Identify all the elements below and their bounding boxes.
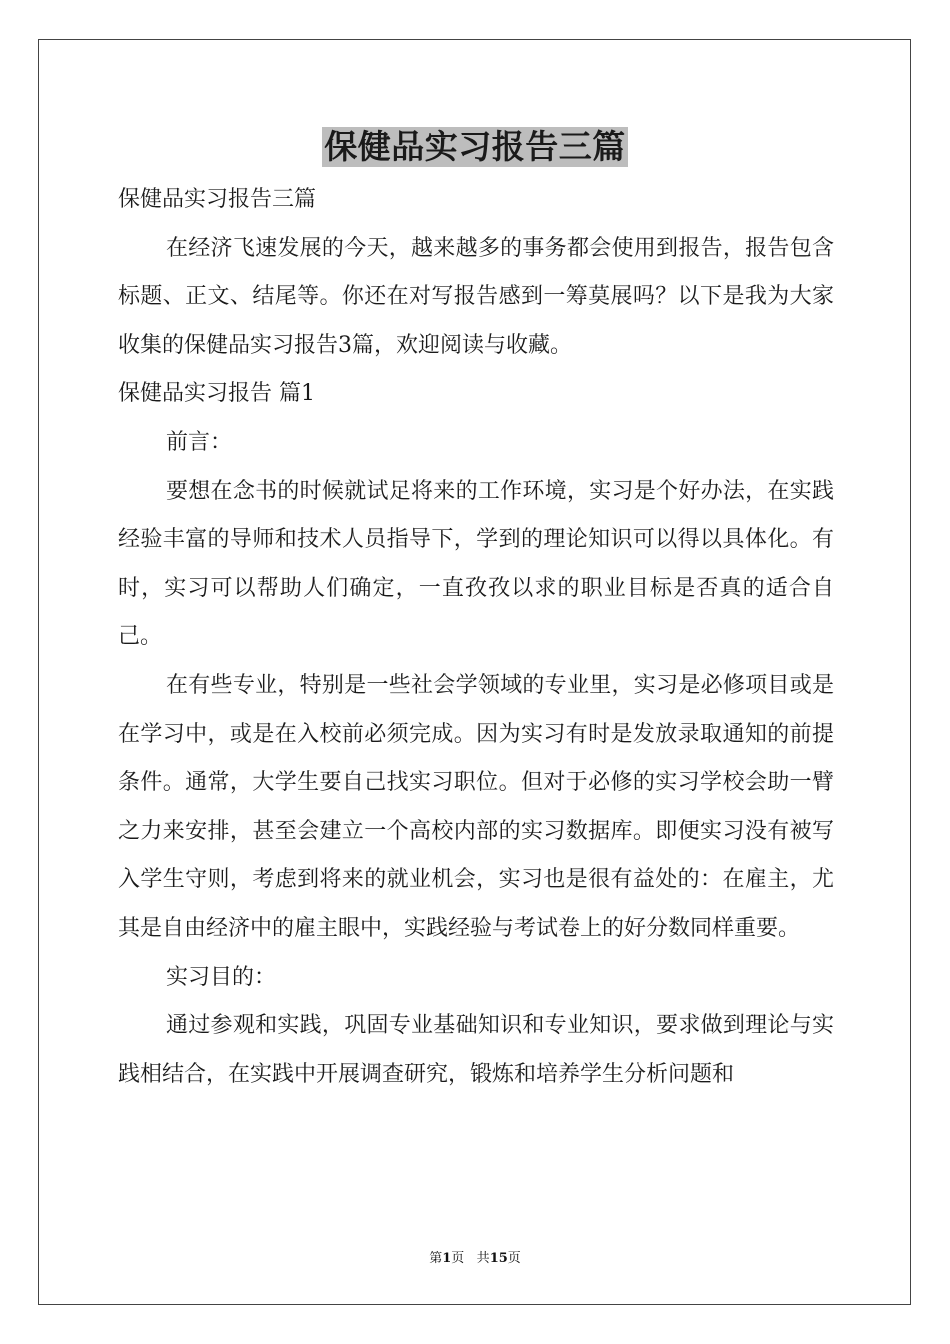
page-prefix: 第 <box>429 1251 443 1266</box>
paragraph-2: 在有些专业，特别是一些社会学领域的专业里，实习是必修项目或是在学习中，或是在入校前必须完成。因为实习有时是发放录取通知的前提条件。通常，大学生要自己找实习职位。但对于必修的实习学校会助一臂之力来安排，甚至会建立一个高校内部的实习数据库。即便实习没有被写入学生守则，考虑到将来的就业机会，实习也是很有益处的：在雇主，尤其是自由经济中的雇主眼中，实践经验与考试卷上的好分数同样重要。 <box>118 672 834 941</box>
purpose-label: 实习目的： <box>166 964 277 990</box>
total-prefix: 共 <box>476 1251 490 1266</box>
page-footer <box>0 1247 950 1266</box>
document-body <box>118 176 834 1099</box>
page-suffix: 页 <box>451 1251 465 1266</box>
section-heading: 保健品实习报告 篇1 <box>118 381 315 407</box>
intro-paragraph: 在经济飞速发展的今天，越来越多的事务都会使用到报告，报告包含标题、正文、结尾等。你还在对写报告感到一筹莫展吗？以下是我为大家收集的保健品实习报告3篇，欢迎阅读与收藏。 <box>118 235 834 358</box>
preface-label: 前言： <box>166 429 233 455</box>
total-suffix: 页 <box>507 1251 521 1266</box>
page-number: 1 <box>442 1251 452 1266</box>
total-pages: 15 <box>489 1251 508 1266</box>
paragraph-1: 要想在念书的时候就试足将来的工作环境，实习是个好办法，在实践经验丰富的导师和技术人员指导下，学到的理论知识可以得以具体化。有时，实习可以帮助人们确定，一直孜孜以求的职业目标是否真的适合自己。 <box>118 478 834 650</box>
title-container <box>0 127 950 167</box>
paragraph-3: 通过参观和实践，巩固专业基础知识和专业知识，要求做到理论与实践相结合，在实践中开展调查研究，锻炼和培养学生分析问题和 <box>118 1013 834 1087</box>
subtitle: 保健品实习报告三篇 <box>118 187 317 212</box>
document-title: 保健品实习报告三篇 <box>324 127 626 166</box>
